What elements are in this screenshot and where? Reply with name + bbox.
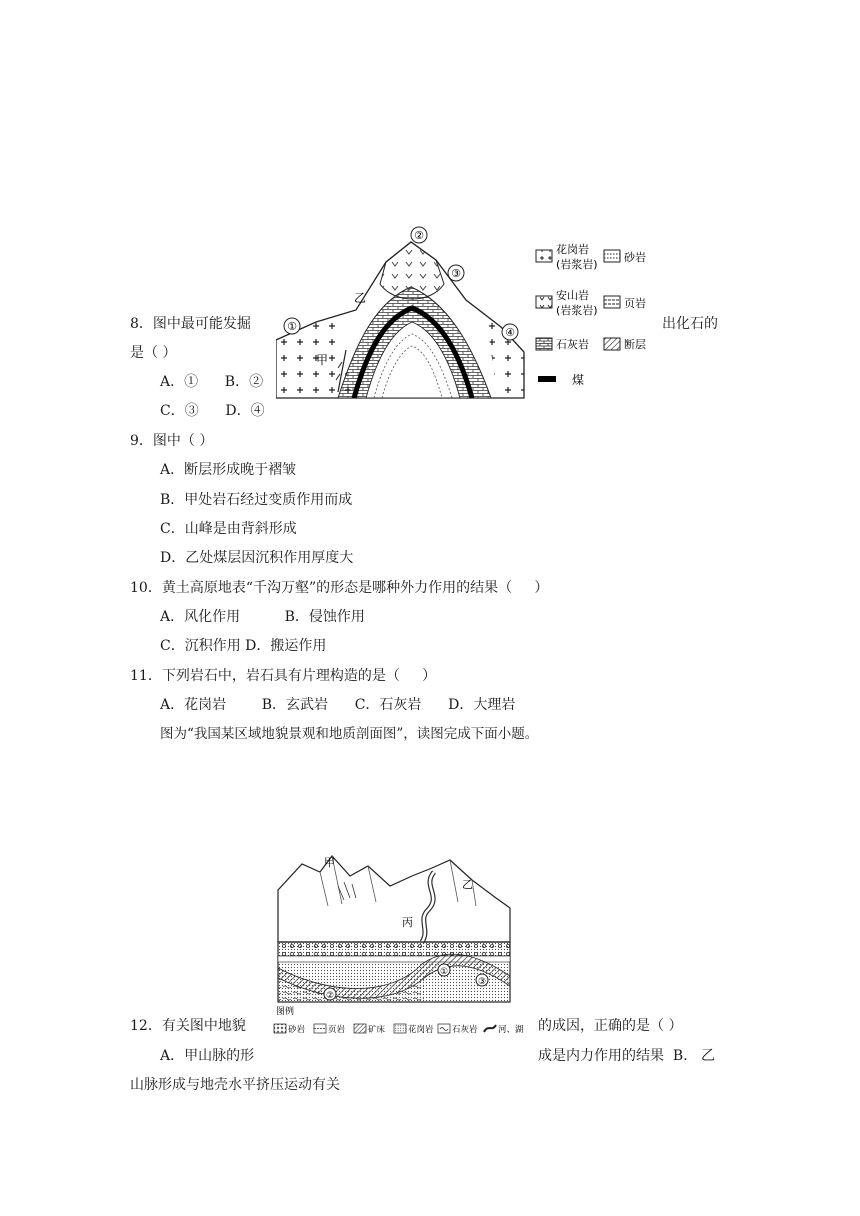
q8-stem-right: 出化石的 [662, 316, 718, 332]
marker-1: ① [287, 320, 297, 333]
figure-cross-section-legend [530, 238, 660, 398]
fig2-legend-granite: 花岗岩 [408, 1025, 434, 1035]
fig2-legend-limestone: 石灰岩 [452, 1025, 478, 1035]
legend-fault: 断层 [624, 338, 646, 351]
q9-option-c: C．山峰是由背斜形成 [160, 521, 297, 537]
q11-options: A．花岗岩 B．玄武岩 C．石灰岩 D．大理岩 [160, 697, 516, 713]
q10-stem: 10．黄土高原地表“千沟万壑”的形态是哪种外力作用的结果（ ） [130, 580, 549, 596]
fig2-marker-1: ① [439, 967, 449, 977]
legend-limestone: 石灰岩 [556, 338, 589, 351]
q12-stem-right: 的成因，正确的是（ ） [538, 1018, 683, 1034]
fig2-marker-2: ② [325, 991, 335, 1001]
q10-options-row1: A．风化作用 B．侵蚀作用 [160, 609, 365, 625]
legend-andesite-2: (岩浆岩) [556, 304, 598, 317]
fig2-legend-river: 河、湖 [498, 1025, 524, 1035]
q8-options-row1: A．① B．② [160, 374, 264, 390]
q12-stem-left: 12．有关图中地貌 [130, 1018, 246, 1034]
q8-stem-end: 是（ ） [130, 345, 177, 361]
label-yi: 乙 [354, 291, 367, 305]
marker-3: ③ [451, 267, 461, 280]
legend-sandstone: 砂岩 [624, 251, 646, 264]
legend-andesite-1: 安山岩 [556, 289, 589, 302]
q9-option-a: A．断层形成晚于褶皱 [160, 462, 297, 478]
q8-options-row2: C．③ D．④ [160, 403, 265, 419]
q12-option-a-left: A．甲山脉的形 [160, 1048, 255, 1064]
q9-option-b: B．甲处岩石经过变质作用而成 [160, 492, 353, 508]
label-yi-2: 乙 [462, 878, 473, 891]
q9-stem: 9．图中（ ） [130, 433, 214, 449]
q9-option-d: D．乙处煤层因沉积作用厚度大 [160, 550, 354, 566]
figure-landform-block [272, 846, 528, 1020]
marker-2: ② [414, 229, 424, 242]
q10-options-row2: C．沉积作用 D．搬运作用 [160, 638, 327, 654]
andesite-cone [380, 242, 444, 299]
q8-stem-left: 8．图中最可能发掘 [130, 316, 251, 332]
legend-granite-2: (岩浆岩) [556, 258, 598, 271]
label-jia: 甲 [316, 353, 329, 367]
fig2-legend-ore: 矿床 [368, 1025, 386, 1035]
fig2-legend-sandstone: 砂岩 [288, 1025, 306, 1035]
q12-continuation: 山脉形成与地壳水平挤压运动有关 [130, 1077, 340, 1093]
legend-coal: 煤 [572, 373, 585, 387]
label-bing: 丙 [402, 916, 413, 929]
label-jia-2: 甲 [324, 856, 335, 869]
legend-granite-1: 花岗岩 [556, 243, 589, 256]
figure-landform-legend [272, 1022, 530, 1036]
marker-4: ④ [505, 326, 515, 339]
q12-option-a-right: 成是内力作用的结果 B. 乙 [538, 1048, 715, 1064]
figure-cross-section [276, 222, 528, 420]
fig2-legend-shale: 页岩 [328, 1025, 346, 1035]
legend-shale: 页岩 [624, 297, 646, 310]
fig2-legend-title: 图例 [276, 1007, 295, 1017]
q11-stem: 11．下列岩石中，岩石具有片理构造的是（ ） [130, 668, 437, 684]
fig2-marker-3: ③ [477, 977, 487, 987]
section-intro: 图为“我国某区域地貌景观和地质剖面图”，读图完成下面小题。 [160, 726, 539, 742]
